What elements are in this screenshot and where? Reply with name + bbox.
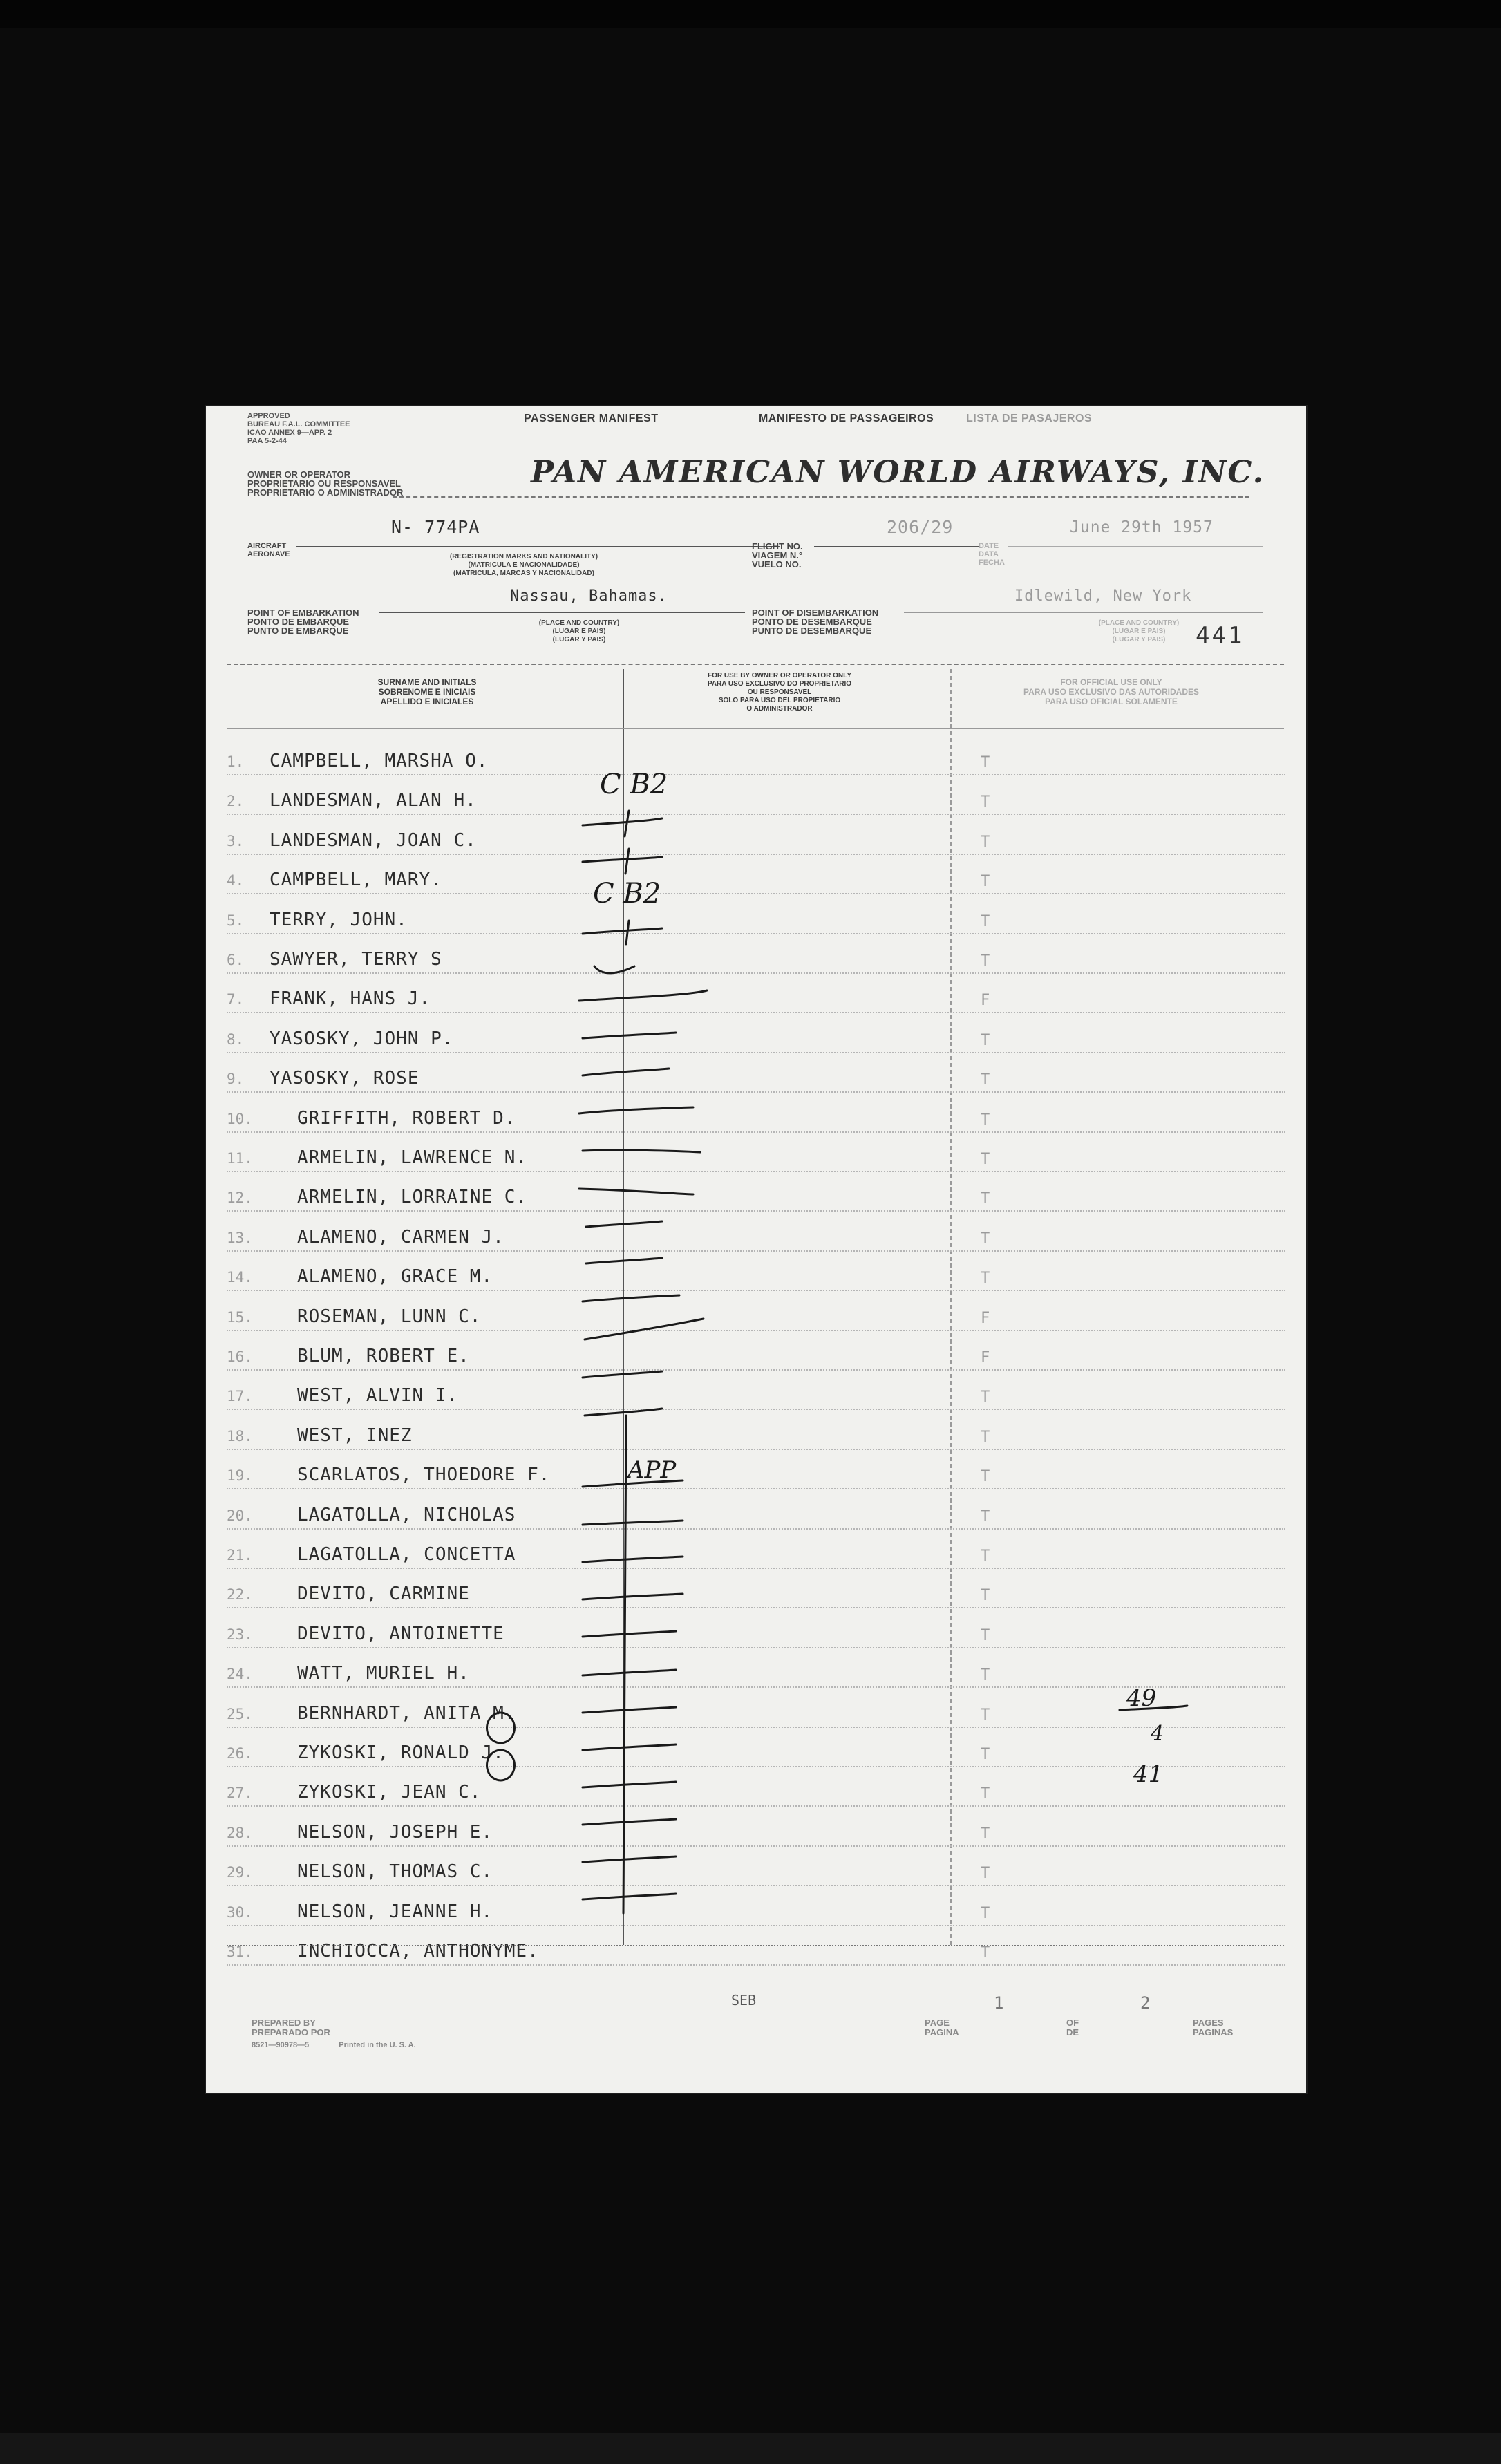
official-code: F [981, 1349, 990, 1366]
registration-label: (REGISTRATION MARKS AND NATIONALITY) [449, 553, 598, 561]
disembarkation-sub-label: (LUGAR Y PAIS) [1112, 636, 1166, 643]
column-header-line: O ADMINISTRADOR [746, 705, 813, 713]
passenger-name: CAMPBELL, MARSHA O. [270, 751, 489, 771]
passenger-number: 23. [227, 1626, 253, 1643]
check-row-11 [583, 1150, 700, 1152]
column-header-line: PARA USO EXCLUSIVO DAS AUTORIDADES [1023, 687, 1200, 697]
passenger-number: 16. [227, 1348, 253, 1365]
passenger-number: 13. [227, 1229, 253, 1246]
operator-label: PROPRIETARIO O ADMINISTRADOR [247, 487, 404, 498]
scanner-bottom-band [0, 2433, 1501, 2464]
title-lista: LISTA DE PASAJEROS [966, 413, 1093, 424]
official-code: T [981, 952, 990, 970]
handwritten-text [593, 769, 1164, 1788]
passenger-name: ARMELIN, LAWRENCE N. [297, 1147, 528, 1168]
disembarkation-label: POINT OF DISEMBARKATION [752, 608, 879, 618]
disembarkation-sub-label: (LUGAR E PAIS) [1112, 628, 1166, 635]
registration-label: (MATRICULA, MARCAS Y NACIONALIDAD) [453, 570, 594, 577]
passenger-number: 14. [227, 1269, 253, 1286]
official-code: F [981, 992, 990, 1010]
passenger-name: YASOSKY, ROSE [270, 1068, 419, 1089]
official-code: T [981, 1825, 990, 1843]
passenger-name: ZYKOSKI, JEAN C. [297, 1782, 482, 1803]
official-code: T [981, 1111, 990, 1129]
flight-label: VIAGEM N.° [752, 550, 803, 561]
date-label: FECHA [979, 558, 1005, 567]
column-header-line: APELLIDO E INICIALES [380, 697, 474, 706]
official-code: T [981, 1468, 990, 1486]
column-header-line: FOR USE BY OWNER OR OPERATOR ONLY [708, 672, 851, 679]
passenger-name: LAGATOLLA, CONCETTA [297, 1544, 516, 1565]
passenger-name: TERRY, JOHN. [270, 909, 408, 930]
column-header-line: SURNAME AND INITIALS [377, 677, 477, 687]
check-row-27 [583, 1744, 676, 1750]
official-code: T [981, 1587, 990, 1605]
prepared-by-labels [252, 2018, 330, 2038]
check-row-8 [583, 1033, 676, 1038]
official-code: T [981, 1230, 990, 1248]
official-code: T [981, 1666, 990, 1684]
page-label: PAGE [925, 2018, 950, 2028]
passenger-number: 8. [227, 1031, 245, 1048]
official-code: T [981, 1706, 990, 1724]
passenger-name: ALAMENO, GRACE M. [297, 1266, 493, 1288]
passenger-name: DEVITO, CARMINE [297, 1583, 470, 1605]
passenger-number: 10. [227, 1110, 253, 1127]
passenger-name: CAMPBELL, MARY. [270, 869, 442, 891]
column-header-line: PARA USO EXCLUSIVO DO PROPRIETARIO [707, 680, 852, 688]
column-header-line: PARA USO OFICIAL SOLAMENTE [1045, 697, 1178, 706]
page-labels [925, 2018, 959, 2038]
passenger-number: 3. [227, 832, 245, 849]
embarkation-label: POINT OF EMBARKATION [247, 608, 359, 618]
passenger-name: LAGATOLLA, NICHOLAS [297, 1504, 516, 1525]
check-row-7 [579, 990, 707, 1001]
official-code: T [981, 1904, 990, 1922]
passenger-number: 17. [227, 1388, 253, 1405]
prepared-by-label: PREPARADO POR [252, 2027, 330, 2038]
approval-line: BUREAU F.A.L. COMMITTEE [247, 420, 350, 429]
embarkation-label: PUNTO DE EMBARQUE [247, 626, 349, 636]
passenger-name: NELSON, JOSEPH E. [297, 1821, 493, 1843]
stamp-number: 441 [1196, 622, 1245, 650]
check-row-6 [594, 966, 634, 973]
checkmark-strokes [579, 811, 707, 1913]
official-code: T [981, 1507, 990, 1525]
flight-value: 206/29 [887, 517, 954, 537]
check-row-23 [583, 1594, 683, 1599]
check-row-22 [583, 1557, 683, 1562]
check-row-16 [585, 1319, 704, 1339]
passenger-name: INCHIOCCA, ANTHONYME. [297, 1941, 539, 1962]
passenger-name: WATT, MURIEL H. [297, 1663, 470, 1684]
aircraft-value: N- 774PA [391, 517, 480, 537]
official-code: T [981, 793, 990, 811]
passenger-number: 12. [227, 1189, 253, 1207]
passenger-number: 27. [227, 1785, 253, 1802]
check-row-21 [583, 1521, 683, 1525]
mark-row-19: APP [627, 1456, 677, 1484]
passenger-name: ROSEMAN, LUNN C. [297, 1306, 482, 1327]
passenger-name: WEST, INEZ [297, 1424, 413, 1446]
passenger-name: NELSON, THOMAS C. [297, 1861, 493, 1883]
form-number [252, 2040, 416, 2050]
check-row-14 [586, 1258, 662, 1263]
tally-value-3: 41 [1133, 1760, 1164, 1788]
check-row-30 [583, 1856, 676, 1862]
passenger-name: BLUM, ROBERT E. [297, 1346, 470, 1366]
official-code: T [981, 1071, 990, 1089]
embarkation-sub-label: (LUGAR Y PAIS) [552, 636, 606, 643]
passenger-name: BERNHARDT, ANITA M. [297, 1702, 516, 1724]
passenger-number: 25. [227, 1705, 253, 1722]
passenger-name: NELSON, JEANNE H. [297, 1901, 493, 1922]
official-code: T [981, 1944, 990, 1962]
passenger-name: ARMELIN, LORRAINE C. [297, 1187, 528, 1208]
of-label: DE [1066, 2027, 1079, 2038]
passenger-number: 29. [227, 1864, 253, 1881]
registration-label: (MATRICULA E NACIONALIDADE) [468, 561, 580, 569]
company-name: PAN AMERICAN WORLD AIRWAYS, INC. [531, 455, 1265, 490]
check-row-29 [583, 1819, 676, 1825]
passenger-number: 11. [227, 1150, 253, 1167]
title-manifesto: MANIFESTO DE PASSAGEIROS [759, 413, 934, 424]
name-column-vertical-stroke [623, 1416, 626, 1913]
passenger-number: 6. [227, 952, 245, 968]
check-row-5 [583, 921, 662, 944]
check-row-9 [583, 1069, 669, 1075]
disembarkation-label: PUNTO DE DESEMBARQUE [752, 626, 872, 636]
passenger-number: 21. [227, 1547, 253, 1563]
embarkation-sub-label: (LUGAR E PAIS) [552, 628, 606, 635]
check-row-18 [585, 1409, 662, 1416]
disembarkation-value: Idlewild, New York [1014, 587, 1192, 605]
operator-label: OWNER OR OPERATOR [247, 469, 351, 480]
official-code: T [981, 1151, 990, 1168]
passenger-number: 28. [227, 1824, 253, 1841]
mark-row-4: C B2 [593, 878, 661, 910]
official-code: T [981, 1190, 990, 1208]
passenger-name: SCARLATOS, THOEDORE F. [297, 1465, 551, 1486]
official-code: T [981, 1031, 990, 1049]
printed-note: Printed in the U. S. A. [339, 2041, 416, 2049]
embarkation-label: PONTO DE EMBARQUE [247, 617, 350, 627]
passenger-name: WEST, ALVIN I. [297, 1385, 459, 1407]
pages-label: PAGINAS [1193, 2027, 1234, 2038]
flight-label: VUELO NO. [752, 559, 802, 570]
flight-label: FLIGHT NO. [752, 541, 803, 552]
passenger-name: LANDESMAN, JOAN C. [270, 829, 477, 851]
page-number: 1 [994, 1993, 1004, 2013]
passenger-name: YASOSKY, JOHN P. [270, 1028, 454, 1049]
passenger-number: 9. [227, 1071, 245, 1088]
check-row-17 [583, 1371, 662, 1377]
column-header-line: OU RESPONSAVEL [747, 688, 812, 696]
passenger-number: 1. [227, 753, 245, 770]
passenger-number: 15. [227, 1308, 253, 1326]
page-label: PAGINA [925, 2027, 959, 2038]
check-row-3 [583, 849, 662, 874]
official-code: T [981, 912, 990, 930]
approval-line: PAA 5-2-44 [247, 437, 287, 445]
passenger-number: 20. [227, 1507, 253, 1524]
column-header-line: SOBRENOME E INICIAIS [378, 687, 476, 697]
passenger-number: 4. [227, 872, 245, 890]
check-row-31 [583, 1894, 676, 1899]
footer-separator [227, 1945, 1284, 1948]
check-row-12 [579, 1189, 693, 1194]
passenger-name: FRANK, HANS J. [270, 988, 431, 1010]
prepared-by-initials: SEB [731, 1992, 757, 2009]
passenger-number: 30. [227, 1903, 253, 1921]
official-code: T [981, 833, 990, 851]
check-row-28 [583, 1782, 676, 1787]
handwritten-annotations [206, 406, 1306, 2093]
passenger-name: ALAMENO, CARMEN J. [297, 1226, 504, 1248]
passenger-number: 2. [227, 793, 245, 810]
passenger-number: 19. [227, 1467, 253, 1485]
operator-label: PROPRIETARIO OU RESPONSAVEL [247, 478, 401, 489]
passenger-name: GRIFFITH, ROBERT D. [297, 1107, 516, 1129]
official-code: T [981, 1626, 990, 1644]
passenger-number: 5. [227, 912, 245, 929]
of-labels [1066, 2018, 1079, 2038]
date-label: DATE [979, 542, 999, 550]
circle-row-26 [487, 1713, 515, 1743]
date-value: June 29th 1957 [1070, 518, 1214, 536]
check-row-24 [583, 1631, 676, 1637]
pages-total: 2 [1140, 1993, 1151, 2013]
passenger-number: 22. [227, 1586, 253, 1604]
check-row-15 [583, 1295, 679, 1301]
official-code: T [981, 1865, 990, 1883]
of-label: OF [1066, 2018, 1079, 2028]
disembarkation-label: PONTO DE DESEMBARQUE [752, 617, 872, 627]
embarkation-sub-label: (PLACE AND COUNTRY) [538, 619, 620, 627]
official-code: T [981, 1428, 990, 1446]
official-code: T [981, 1548, 990, 1565]
approval-line: ICAO ANNEX 9—APP. 2 [247, 429, 332, 437]
official-code: T [981, 1785, 990, 1803]
form-number-value: 8521—90978—5 [252, 2041, 310, 2049]
passenger-name: ZYKOSKI, RONALD J. [297, 1742, 504, 1763]
passenger-name: LANDESMAN, ALAN H. [270, 790, 477, 811]
passenger-name: SAWYER, TERRY S [270, 949, 442, 970]
column-header-line: FOR OFFICIAL USE ONLY [1060, 677, 1162, 687]
tally-value-1: 49 [1126, 1684, 1157, 1712]
official-code: T [981, 873, 990, 891]
official-code: T [981, 1389, 990, 1407]
aircraft-label: AERONAVE [247, 550, 290, 558]
tally-value-2: 4 [1151, 1722, 1164, 1746]
passenger-number: 24. [227, 1666, 253, 1683]
check-row-10 [579, 1107, 693, 1113]
check-row-2 [583, 811, 662, 836]
column-header-line: SOLO PARA USO DEL PROPIETARIO [718, 697, 841, 704]
disembarkation-sub-label: (PLACE AND COUNTRY) [1098, 619, 1180, 627]
official-code: T [981, 754, 990, 771]
approval-line: APPROVED [247, 412, 290, 420]
official-code: T [981, 1270, 990, 1288]
pages-label: PAGES [1193, 2018, 1224, 2028]
title-passenger-manifest: PASSENGER MANIFEST [524, 413, 659, 424]
mark-row-1: C B2 [600, 769, 668, 800]
passenger-number: 31. [227, 1944, 253, 1960]
aircraft-label: AIRCRAFT [247, 542, 287, 550]
scanner-top-band [0, 0, 1501, 28]
official-code: T [981, 1746, 990, 1763]
official-code: F [981, 1309, 990, 1327]
check-row-25 [583, 1670, 676, 1675]
passenger-number: 7. [227, 991, 245, 1008]
embarkation-value: Nassau, Bahamas. [510, 587, 668, 605]
passenger-number: 18. [227, 1427, 253, 1445]
passenger-name: DEVITO, ANTOINETTE [297, 1623, 504, 1644]
circle-row-27 [487, 1750, 515, 1780]
prepared-by-label: PREPARED BY [252, 2018, 316, 2028]
check-row-26 [583, 1707, 676, 1713]
manifest-page [206, 406, 1306, 2093]
check-row-13 [586, 1221, 662, 1227]
passenger-number: 26. [227, 1745, 253, 1762]
pages-labels [1193, 2018, 1233, 2038]
date-label: DATA [979, 550, 999, 558]
